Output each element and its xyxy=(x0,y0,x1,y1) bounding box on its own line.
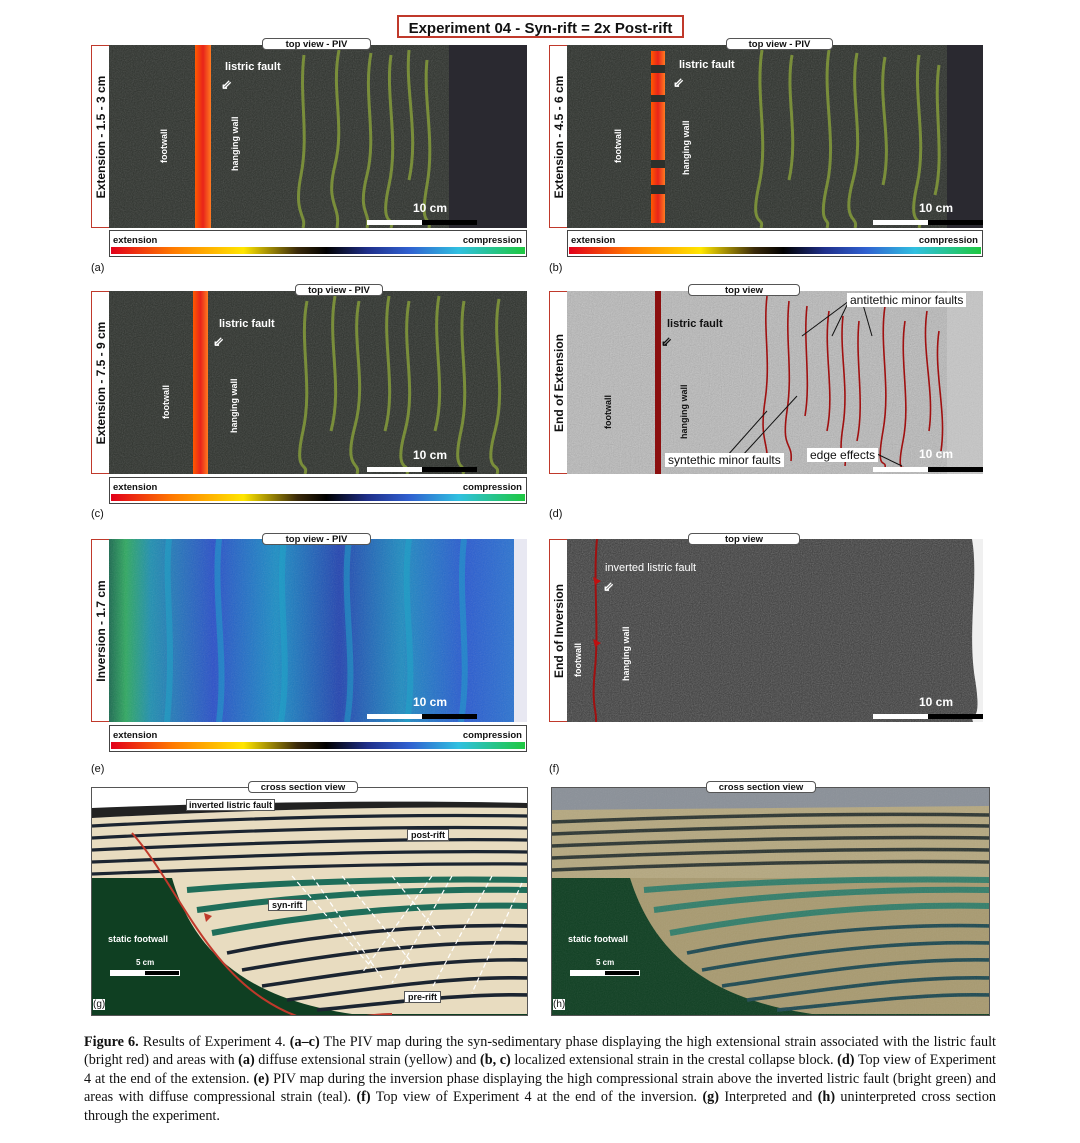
colorbar-b xyxy=(567,230,983,257)
arrow-icon: ⇙ xyxy=(603,579,614,594)
tab-e: top view - PIV xyxy=(262,533,371,545)
scale-bar-b xyxy=(873,220,983,225)
hanging-wall-label-f: hanging wall xyxy=(621,626,631,681)
hanging-wall-label-b: hanging wall xyxy=(681,120,691,175)
listric-fault-label-b: listric fault xyxy=(679,59,735,71)
side-label-c: Extension - 7.5 - 9 cm xyxy=(91,291,110,474)
panel-letter-b: (b) xyxy=(549,262,563,274)
inverted-fault-label-f: inverted listric fault xyxy=(605,562,697,574)
colorbar-gradient xyxy=(111,742,525,749)
figure-title: Experiment 04 - Syn-rift = 2x Post-rift xyxy=(397,15,684,38)
panel-letter-a: (a) xyxy=(91,262,105,274)
colorbar-left-b: extension xyxy=(571,235,616,246)
scale-bar-c xyxy=(367,467,477,472)
colorbar-gradient xyxy=(111,494,525,501)
colorbar-left-a: extension xyxy=(113,235,158,246)
hanging-wall-label-c: hanging wall xyxy=(229,378,239,433)
static-footwall-label-g: static footwall xyxy=(108,934,169,944)
side-label-a: Extension - 1.5 - 3 cm xyxy=(91,45,110,228)
panel-c-image xyxy=(109,291,527,474)
tab-f: top view xyxy=(688,533,800,545)
scale-label-a: 10 cm xyxy=(413,201,448,215)
side-label-f: End of Inversion xyxy=(549,539,568,722)
listric-fault-label-d: listric fault xyxy=(667,318,723,330)
panel-e-image xyxy=(109,539,527,722)
colorbar-left-c: extension xyxy=(113,482,158,493)
tab-a: top view - PIV xyxy=(262,38,371,50)
scale-bar-a xyxy=(367,220,477,225)
scale-bar-g xyxy=(110,970,180,976)
listric-fault-label-c: listric fault xyxy=(219,318,275,330)
panel-f-image xyxy=(567,539,983,722)
colorbar-right-e: compression xyxy=(462,730,522,741)
hanging-wall-label-a: hanging wall xyxy=(230,116,240,171)
static-footwall-label-h: static footwall xyxy=(568,934,629,944)
hanging-wall-label-d: hanging wall xyxy=(679,384,689,439)
footwall-label-c: footwall xyxy=(161,385,171,419)
scale-label-b: 10 cm xyxy=(919,201,954,215)
panel-a-image xyxy=(109,45,527,228)
panel-letter-d: (d) xyxy=(549,508,563,520)
colorbar-left-e: extension xyxy=(113,730,158,741)
scale-label-f: 10 cm xyxy=(919,695,954,709)
colorbar-e xyxy=(109,725,527,752)
post-rift-label: post-rift xyxy=(407,829,449,841)
scale-label-g: 5 cm xyxy=(136,958,155,967)
colorbar-gradient xyxy=(111,247,525,254)
scale-label-c: 10 cm xyxy=(413,448,448,462)
footwall-label-f: footwall xyxy=(573,643,583,677)
panel-d-image xyxy=(567,291,983,474)
colorbar-c xyxy=(109,477,527,504)
colorbar-right-a: compression xyxy=(462,235,522,246)
scale-bar-h xyxy=(570,970,640,976)
panel-h-image xyxy=(551,787,990,1016)
panel-letter-g: (g) xyxy=(93,999,106,1010)
synthetic-faults-label: syntethic minor faults xyxy=(665,453,784,467)
side-label-d: End of Extension xyxy=(549,291,568,474)
arrow-icon: ⇙ xyxy=(673,75,684,90)
footwall-label-d: footwall xyxy=(603,395,613,429)
tab-d: top view xyxy=(688,284,800,296)
scale-bar-f xyxy=(873,714,983,719)
arrow-icon: ⇙ xyxy=(661,334,672,349)
antithetic-faults-label: antitethic minor faults xyxy=(847,293,966,307)
tab-h: cross section view xyxy=(706,781,816,793)
edge-effects-label: edge effects xyxy=(807,448,878,462)
panel-letter-c: (c) xyxy=(91,508,104,520)
scale-label-h: 5 cm xyxy=(596,958,615,967)
side-label-b: Extension - 4.5 - 6 cm xyxy=(549,45,568,228)
pre-rift-label: pre-rift xyxy=(404,991,441,1003)
colorbar-right-c: compression xyxy=(462,482,522,493)
colorbar-right-b: compression xyxy=(918,235,978,246)
syn-rift-label: syn-rift xyxy=(268,899,307,911)
panel-letter-h: (h) xyxy=(553,999,566,1010)
scale-bar-e xyxy=(367,714,477,719)
figure-caption: Figure 6. Results of Experiment 4. (a–c) The PIV map during the syn-sedimentary phase displaying the high extensional strain associated with the listric fault (bright red) and areas with (a) diffuse extensional strain (yellow) and (b, c) localized extensional strain in the crestal collapse block. (d) Top view of Experiment 4 at the end of the extension. (e) PIV map during the inversion phase displaying the high compressional strain above the inverted listric fault (bright green) and areas with diffuse compressional strain (teal). (f) Top view of Experiment 4 at the end of the inversion. (g) Interpreted and (h) uninterpreted cross section through the experiment. xyxy=(84,1034,997,1124)
inverted-fault-label-g: inverted listric fault xyxy=(186,799,275,811)
colorbar-gradient xyxy=(569,247,981,254)
tab-g: cross section view xyxy=(248,781,358,793)
scale-bar-d xyxy=(873,467,983,472)
panel-letter-f: (f) xyxy=(549,763,560,775)
side-label-e: Inversion - 1.7 cm xyxy=(91,539,110,722)
panel-b-image xyxy=(567,45,983,228)
colorbar-a xyxy=(109,230,527,257)
listric-fault-label-a: listric fault xyxy=(225,61,281,73)
panel-g-image xyxy=(91,787,528,1016)
panel-letter-e: (e) xyxy=(91,763,105,775)
footwall-label-b: footwall xyxy=(613,129,623,163)
arrow-icon: ⇙ xyxy=(213,334,224,349)
scale-label-e: 10 cm xyxy=(413,695,448,709)
tab-b: top view - PIV xyxy=(726,38,833,50)
arrow-icon: ⇙ xyxy=(221,77,232,92)
tab-c: top view - PIV xyxy=(295,284,383,296)
scale-label-d: 10 cm xyxy=(919,447,954,461)
footwall-label-a: footwall xyxy=(159,129,169,163)
